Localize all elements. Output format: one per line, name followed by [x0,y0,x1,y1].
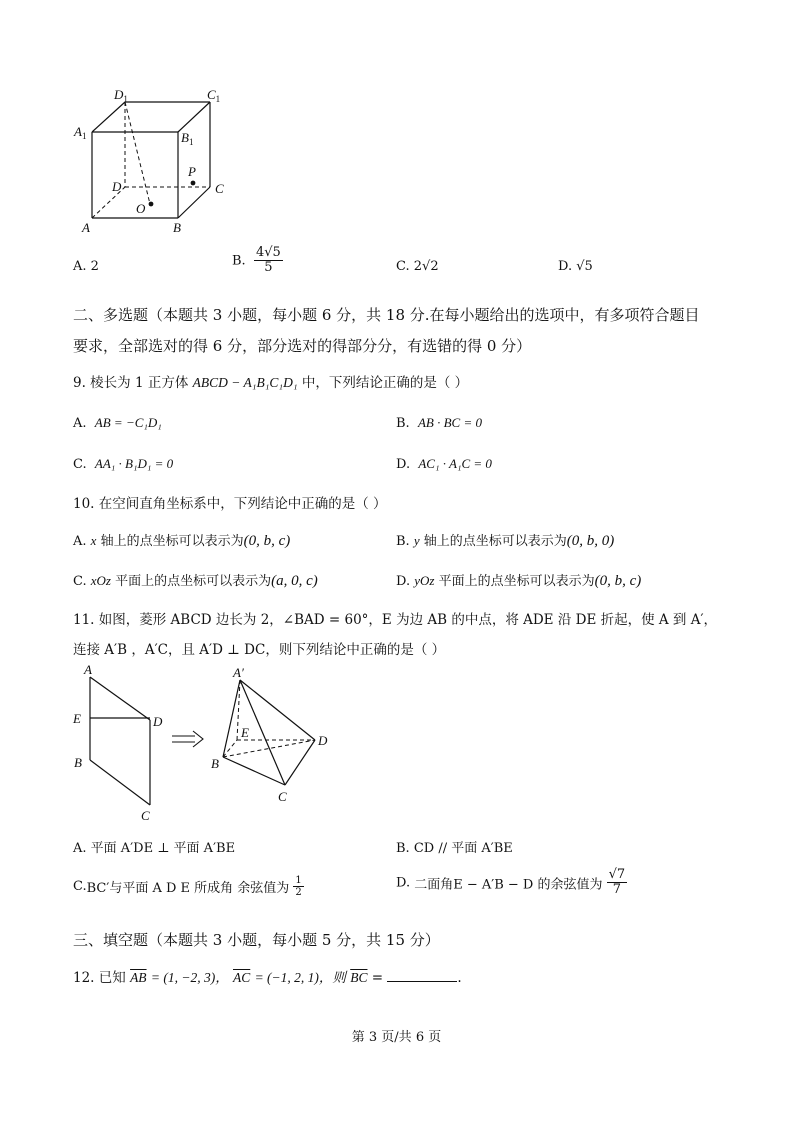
vector-ab-value: = (1, −2, 3)， [150,970,229,985]
label-d1: $D_1$ [114,87,128,104]
option-axis: x [90,533,97,548]
point-p [191,181,196,186]
option-text: AA₁ · B₁D₁ = 0 [94,456,174,471]
label-d: D [153,714,163,729]
page-footer: 第 3 页/共 6 页 [351,1030,442,1045]
q12-stem-text: 12. 已知 [73,970,126,986]
fraction [254,246,283,276]
label-d: D [112,179,122,194]
option-key: A. [73,416,87,431]
period: . [457,970,462,986]
option-text: AB · BC = 0 [417,415,482,430]
fold-figure [65,660,345,825]
fraction-denominator: 5 [264,260,273,276]
arrow-icon [172,731,203,747]
option-key: B. [396,841,410,856]
label-e: E [241,725,249,740]
option-axis: y [413,533,420,548]
fraction-numerator: √7 [608,867,626,882]
option-key: D. [396,875,411,891]
option-text: 二面角E − A′B − D 的余弦值为 [414,877,603,893]
vector-ac: $\overline{AC}$ [233,970,251,985]
q11-option-a [73,837,235,856]
section2-heading-line2: 要求，全部选对的得 6 分，部分选对的得部分分，有选错的得 0 分） [73,337,532,355]
label-b: B [74,755,82,770]
option-text: √5 [576,259,593,274]
hidden-edge [125,102,150,204]
label-a: A [82,220,90,235]
option-key: A. [73,534,87,549]
q8-option-b [232,246,283,276]
option-text: 平面上的点坐标可以表示为 [115,574,272,589]
edge [285,740,315,785]
option-text: CD // 平面 A′BE [413,841,513,856]
option-key: A. [73,841,87,856]
edge [178,187,210,218]
q10-option-a [73,530,290,550]
option-coord: (a, 0, c) [271,573,318,589]
point-o [149,202,154,207]
option-key: B. [396,416,410,431]
option-text: 2 [90,259,99,274]
section2-heading-line1: 二、多选题（本题共 3 小题，每小题 6 分，共 18 分.在每小题给出的选项中，有多项符合题目 [73,306,700,324]
label-o: O [136,201,146,216]
q10-option-b [396,530,614,550]
option-key: A. [73,259,87,274]
label-a: A [84,662,92,677]
cube-figure [60,80,240,240]
label-b: B [173,220,181,235]
edge [223,680,240,757]
label-a1: $A_1$ [74,124,87,141]
label-b1: $B_1$ [181,130,194,147]
q9-stem [73,371,468,391]
vector-ac-value: = (−1, 2, 1)，则 [254,970,346,985]
equals-sign: = [371,970,384,986]
option-key: C. [73,574,87,589]
edge [178,102,210,132]
fraction-numerator: 4√5 [255,245,281,260]
label-b: B [211,756,219,771]
q8-option-a [73,259,99,274]
fraction-denominator: 2 [295,887,302,898]
fraction [293,875,303,898]
q9-option-a [73,415,162,431]
option-coord: (0, b, 0) [566,533,615,549]
section3-heading: 三、填空题（本题共 3 小题，每小题 5 分，共 15 分） [73,931,440,949]
label-a-prime: A′ [233,665,244,680]
q11-stem-line2: 连接 A′B ，A′C，且 A′D ⊥ DC，则下列结论中正确的是（ ） [73,642,446,658]
label-p: P [188,164,196,179]
option-key: B. [396,534,410,549]
vector-bc: $\overline{BC}$ [350,970,368,985]
q8-option-c [396,259,439,274]
option-text: 2√2 [413,259,439,274]
option-key: D. [396,457,411,472]
q10-stem: 10. 在空间直角坐标系中，下列结论中正确的是（ ） [73,496,387,512]
option-plane: xOz [90,573,111,588]
option-text: AB = −C₁D₁ [94,415,162,430]
q8-option-d [558,259,593,274]
label-c1: $C_1$ [207,87,221,104]
fraction-numerator: 1 [295,875,302,886]
option-text: 平面上的点坐标可以表示为 [438,574,595,589]
option-text: 轴上的点坐标可以表示为 [423,534,567,549]
q9-option-d [396,456,492,472]
q11-option-d [396,868,627,898]
option-text: 轴上的点坐标可以表示为 [100,534,244,549]
option-coord: (0, b, c) [243,533,291,549]
q9-stem-text: 9. 棱长为 1 正方体 [73,375,189,391]
option-key: C. [73,879,87,894]
q12-stem [73,966,462,986]
option-text: AC₁ · A₁C = 0 [418,456,492,471]
label-e: E [73,711,81,726]
option-plane: yOz [414,573,435,588]
option-key: B. [232,253,246,269]
answer-blank[interactable] [387,969,457,982]
rhombus-edge [90,760,150,805]
label-c: C [278,789,287,804]
fraction [607,868,628,898]
q9-stem-tail: 中，下列结论正确的是（ ） [301,375,469,391]
option-key: D. [396,574,411,589]
rhombus-edge [90,677,150,720]
q10-option-c [73,570,318,590]
option-coord: (0, b, c) [594,573,642,589]
edge [223,757,285,785]
edge [92,102,125,132]
label-c: C [215,181,224,196]
q11-stem-line1: 11. 如图，菱形 ABCD 边长为 2，∠BAD = 60°，E 为边 AB 的中点，将 ADE 沿 DE 折起，使 A 到 A′， [73,612,718,628]
option-key: D. [558,259,573,274]
option-key: C. [73,457,87,472]
option-key: C. [396,259,410,274]
q10-option-d [396,570,641,590]
option-text: 平面 A′DE ⊥ 平面 A′BE [90,841,236,856]
option-text: BC′与平面 A D E 所成角 余弦值为 [86,881,290,896]
q9-option-b [396,415,482,431]
fraction-denominator: 7 [612,882,622,898]
label-d: D [318,733,328,748]
q11-option-c [73,875,304,898]
edge [240,680,315,740]
vector-ab: $\overline{AB}$ [130,970,147,985]
q9-stem-math: ABCD − A₁B₁C₁D₁ [192,375,298,390]
q11-option-b [396,837,513,856]
label-c: C [141,808,150,823]
q9-option-c [73,456,173,472]
